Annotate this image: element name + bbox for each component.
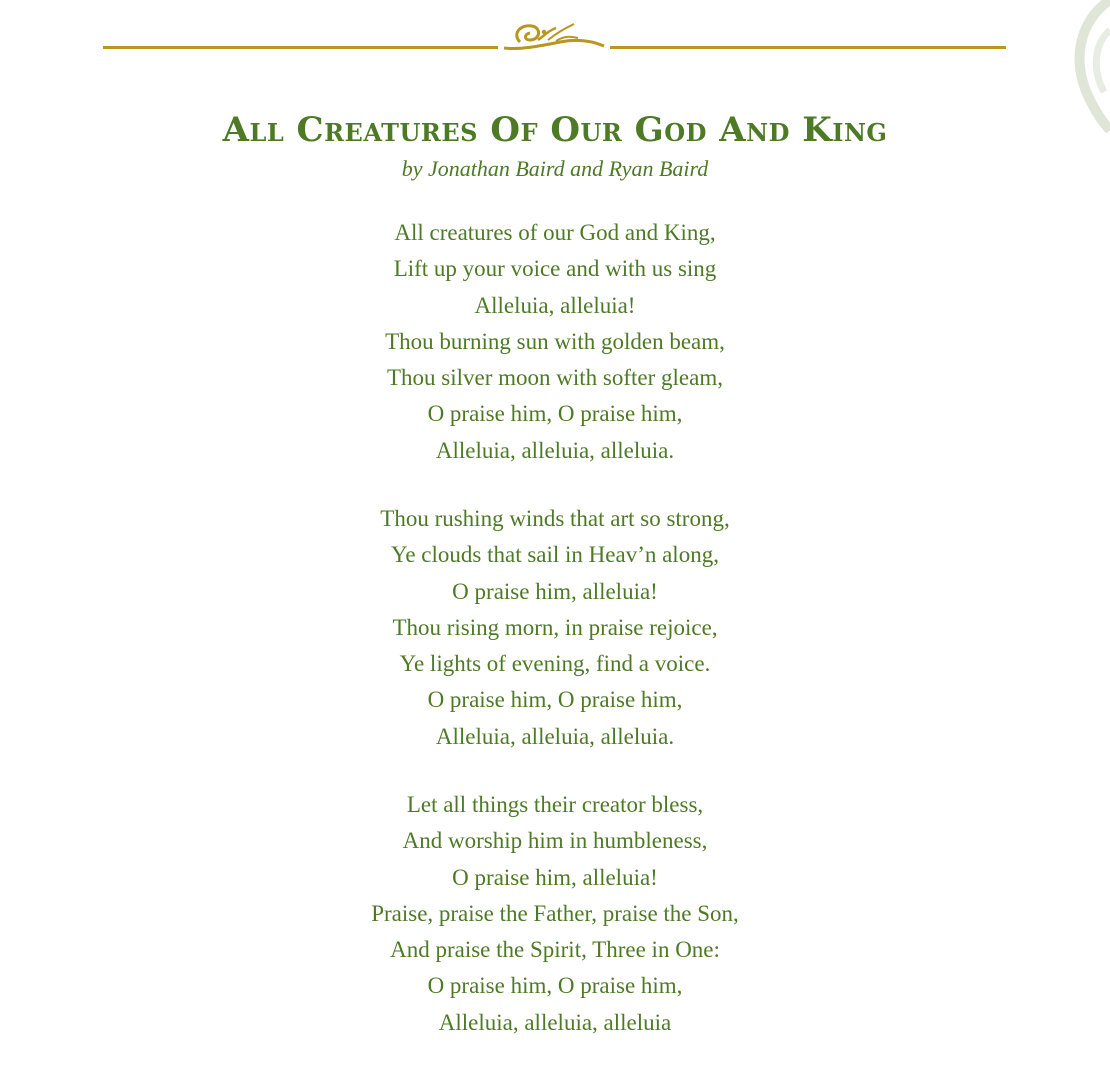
verse-line: O praise him, O praise him, bbox=[427, 973, 683, 999]
verse-line: And worship him in humbleness, bbox=[402, 828, 708, 854]
verse-line: Alleluia, alleluia, alleluia. bbox=[435, 437, 675, 463]
verse-line: Ye lights of evening, find a voice. bbox=[399, 651, 711, 677]
verse-line: Alleluia, alleluia, alleluia bbox=[438, 1009, 672, 1035]
verse-1 bbox=[0, 215, 1110, 469]
verse-line: Alleluia, alleluia! bbox=[474, 292, 636, 318]
verse-line: Ye clouds that sail in Heav’n along, bbox=[391, 542, 719, 568]
verse-3 bbox=[0, 787, 1110, 1041]
song-title: All Creatures Of Our God And King bbox=[222, 110, 888, 150]
verse-line: And praise the Spirit, Three in One: bbox=[390, 937, 720, 963]
top-rule-right bbox=[610, 46, 1006, 49]
verse-line: Thou silver moon with softer gleam, bbox=[387, 365, 723, 391]
verse-line: O praise him, O praise him, bbox=[427, 687, 683, 713]
verse-line: Thou burning sun with golden beam, bbox=[385, 328, 725, 354]
verse-line: Thou rushing winds that art so strong, bbox=[380, 506, 730, 531]
verse-line: Alleluia, alleluia, alleluia. bbox=[435, 723, 675, 749]
verse-line: O praise him, alleluia! bbox=[452, 578, 658, 604]
verse-line: O praise him, O praise him, bbox=[427, 401, 683, 427]
verse-2 bbox=[0, 501, 1110, 755]
verse-line: Praise, praise the Father, praise the Son, bbox=[371, 900, 739, 926]
top-rule-left bbox=[103, 46, 498, 49]
verse-line: Lift up your voice and with us sing bbox=[393, 256, 717, 282]
gold-flourish-icon bbox=[500, 16, 608, 58]
verse-line: Thou rising morn, in praise rejoice, bbox=[392, 614, 718, 640]
verse-line: Let all things their creator bless, bbox=[406, 792, 704, 817]
verse-line: O praise him, alleluia! bbox=[452, 864, 658, 890]
song-byline: by Jonathan Baird and Ryan Baird bbox=[401, 156, 709, 181]
verse-line: All creatures of our God and King, bbox=[394, 220, 716, 245]
